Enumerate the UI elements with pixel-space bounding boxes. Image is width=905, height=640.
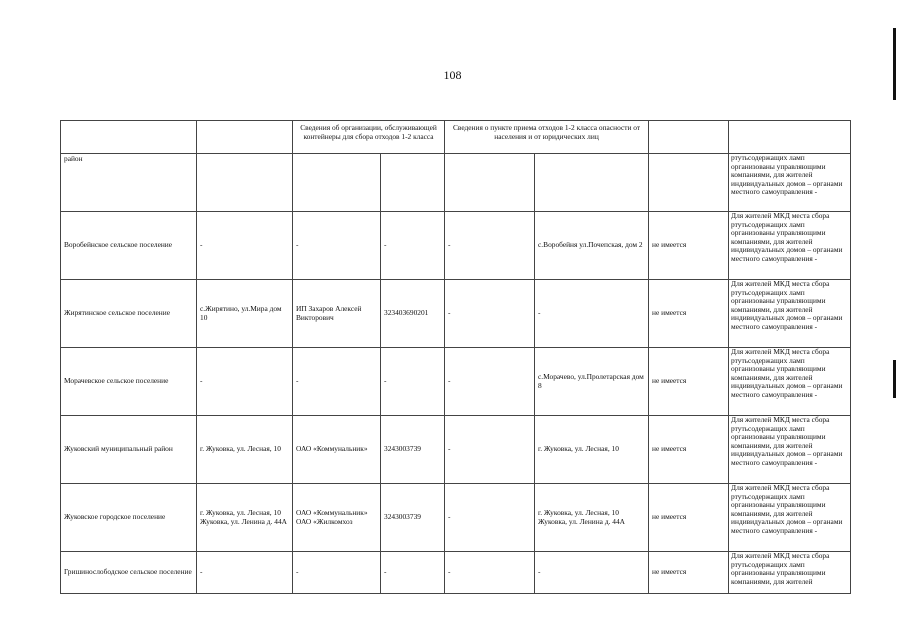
- cell-note: Для жителей МКД места сбора ртутьсодержащих ламп организованы управляющими компаниями, для жителей индивидуальных домов – органами местного самоуправления -: [729, 280, 851, 348]
- cell-inn: -: [381, 552, 445, 594]
- cell-availability: не имеется: [649, 212, 729, 280]
- waste-collection-table: [60, 120, 851, 594]
- cell-point: с.Воробейня ул.Почепская, дом 2: [535, 212, 649, 280]
- scan-edge-mark-top: [893, 28, 896, 100]
- cell-note: Для жителей МКД места сбора ртутьсодержащих ламп организованы управляющими компаниями, для жителей индивидуальных домов – органами местного самоуправления -: [729, 484, 851, 552]
- cell-org: ОАО «Коммунальник» ОАО «Жилкомхоз: [293, 484, 381, 552]
- table-row: [61, 154, 851, 212]
- cell-note: Для жителей МКД места сбора ртутьсодержащих ламп организованы управляющими компаниями, для жителей: [729, 552, 851, 594]
- table-row: [61, 484, 851, 552]
- cell-note: Для жителей МКД места сбора ртутьсодержащих ламп организованы управляющими компаниями, для жителей индивидуальных домов – органами местного самоуправления -: [729, 212, 851, 280]
- scan-edge-mark-bottom: [893, 360, 896, 398]
- table-row: [61, 280, 851, 348]
- cell-address: [197, 154, 293, 212]
- cell-org: ОАО «Коммунальник»: [293, 416, 381, 484]
- cell-inn: [381, 154, 445, 212]
- table-header-row: [61, 121, 851, 154]
- table-row: [61, 348, 851, 416]
- cell-area: Гришинослободское сельское поселение: [61, 552, 197, 594]
- cell-inn: -: [381, 212, 445, 280]
- cell-availability: не имеется: [649, 484, 729, 552]
- cell-org: ИП Захаров Алексей Викторович: [293, 280, 381, 348]
- cell-c5: -: [445, 280, 535, 348]
- cell-inn: 323403690201: [381, 280, 445, 348]
- cell-point: [535, 154, 649, 212]
- cell-area: Жуковское городское поселение: [61, 484, 197, 552]
- cell-org: -: [293, 348, 381, 416]
- cell-availability: не имеется: [649, 280, 729, 348]
- cell-inn: 3243003739: [381, 416, 445, 484]
- table-row: [61, 552, 851, 594]
- cell-area: Воробейнское сельское поселение: [61, 212, 197, 280]
- cell-note: ртутьсодержащих ламп организованы управляющими компаниями, для жителей индивидуальных домов – органами местного самоуправления -: [729, 154, 851, 212]
- cell-org: [293, 154, 381, 212]
- header-cell: [197, 121, 293, 154]
- cell-point: -: [535, 552, 649, 594]
- cell-inn: -: [381, 348, 445, 416]
- header-cell: [649, 121, 729, 154]
- cell-address: -: [197, 552, 293, 594]
- cell-c5: -: [445, 212, 535, 280]
- cell-org: -: [293, 212, 381, 280]
- cell-point: -: [535, 280, 649, 348]
- cell-inn: 3243003739: [381, 484, 445, 552]
- cell-c5: -: [445, 416, 535, 484]
- cell-area: Жирятинское сельское поселение: [61, 280, 197, 348]
- cell-point: г. Жуковка, ул. Лесная, 10 Жуковка, ул. Ленина д. 44А: [535, 484, 649, 552]
- cell-address: г. Жуковка, ул. Лесная, 10 Жуковка, ул. Ленина д. 44А: [197, 484, 293, 552]
- cell-area: Морачевское сельское поселение: [61, 348, 197, 416]
- page-number: 108: [443, 68, 462, 82]
- cell-availability: не имеется: [649, 348, 729, 416]
- cell-c5: -: [445, 348, 535, 416]
- header-cell: [61, 121, 197, 154]
- cell-c5: -: [445, 552, 535, 594]
- header-org-info: Сведения об организации, обслуживающей контейнеры для сбора отходов 1-2 класса: [293, 121, 445, 154]
- cell-area: Жуковский муниципальный район: [61, 416, 197, 484]
- cell-availability: не имеется: [649, 552, 729, 594]
- cell-c5: -: [445, 484, 535, 552]
- cell-area: район: [61, 154, 197, 212]
- cell-address: -: [197, 212, 293, 280]
- cell-note: Для жителей МКД места сбора ртутьсодержащих ламп организованы управляющими компаниями, для жителей индивидуальных домов – органами местного самоуправления -: [729, 416, 851, 484]
- table-row: [61, 416, 851, 484]
- cell-availability: [649, 154, 729, 212]
- cell-availability: не имеется: [649, 416, 729, 484]
- cell-point: с.Морачево, ул.Пролетарская дом 8: [535, 348, 649, 416]
- header-cell: [729, 121, 851, 154]
- cell-c5: [445, 154, 535, 212]
- cell-org: -: [293, 552, 381, 594]
- cell-note: Для жителей МКД места сбора ртутьсодержащих ламп организованы управляющими компаниями, для жителей индивидуальных домов – органами местного самоуправления -: [729, 348, 851, 416]
- cell-point: г. Жуковка, ул. Лесная, 10: [535, 416, 649, 484]
- cell-address: г. Жуковка, ул. Лесная, 10: [197, 416, 293, 484]
- table-row: [61, 212, 851, 280]
- cell-address: с.Жирятино, ул.Мира дом 10: [197, 280, 293, 348]
- cell-address: -: [197, 348, 293, 416]
- header-point-info: Сведения о пункте приема отходов 1-2 класса опасности от населения и от юридических лиц: [445, 121, 649, 154]
